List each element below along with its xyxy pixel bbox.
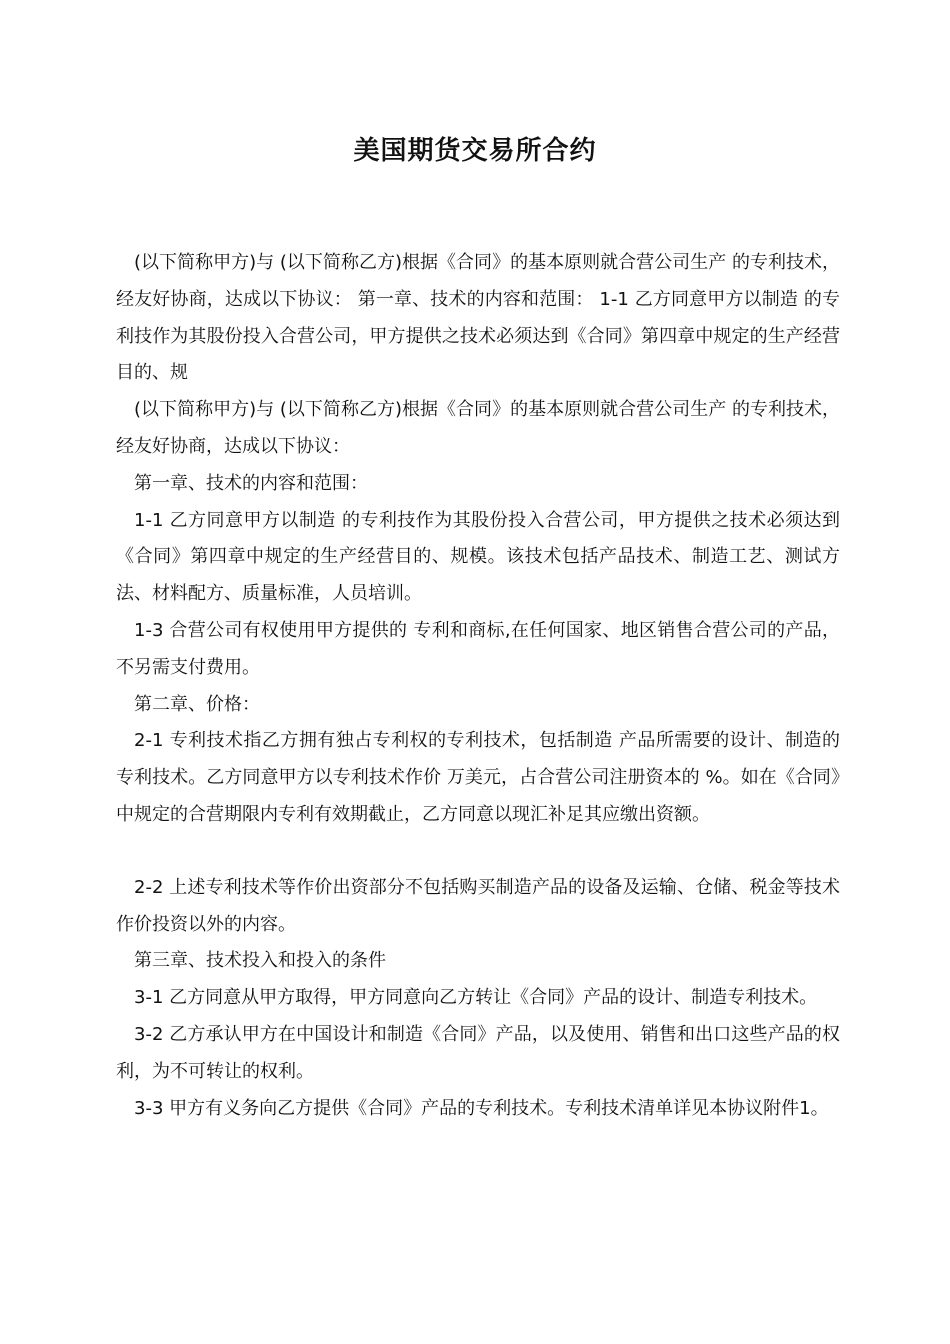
clause-2-1: 2-1 专利技术指乙方拥有独占专利权的专利技术，包括制造 产品所需要的设计、制造的专利技术。乙方同意甲方以专利技术作价 万美元，占合营公司注册资本的 %。如在《合同》中规定的合营期限内专利有效期截止，乙方同意以现汇补足其应缴出资额。	[116, 730, 840, 825]
document-title: 美国期货交易所合约	[353, 136, 597, 166]
clause-3-2: 3-2 乙方承认甲方在中国设计和制造《合同》产品，以及使用、销售和出口这些产品的权利，为不可转让的权利。	[116, 1023, 840, 1082]
document-body	[116, 245, 840, 1127]
chapter-1-heading: 第一章、技术的内容和范围：	[134, 472, 368, 494]
clause-3-3: 3-3 甲方有义务向乙方提供《合同》产品的专利技术。专利技术清单详见本协议附件1。	[134, 1097, 829, 1119]
paragraph-gap	[116, 834, 840, 870]
clause-1-3: 1-3 合营公司有权使用甲方提供的 专利和商标,在任何国家、地区销售合营公司的产品，不另需支付费用。	[116, 619, 840, 678]
paragraph-intro-1: (以下简称甲方)与 (以下简称乙方)根据《合同》的基本原则就合营公司生产 的专利技术，经友好协商，达成以下协议： 第一章、技术的内容和范围： 1-1 乙方同意甲方以制造 的专利技作为其股份投入合营公司，甲方提供之技术必须达到《合同》第四章中规定的生产经营目的、规	[116, 252, 840, 384]
clause-1-1: 1-1 乙方同意甲方以制造 的专利技作为其股份投入合营公司，甲方提供之技术必须达到《合同》第四章中规定的生产经营目的、规模。该技术包括产品技术、制造工艺、测试方法、材料配方、质量标准，人员培训。	[116, 509, 840, 605]
clause-3-1: 3-1 乙方同意从甲方取得，甲方同意向乙方转让《合同》产品的设计、制造专利技术。	[134, 987, 818, 1009]
clause-2-2: 2-2 上述专利技术等作价出资部分不包括购买制造产品的设备及运输、仓储、税金等技术作价投资以外的内容。	[116, 876, 840, 935]
chapter-2-heading: 第二章、价格：	[134, 693, 260, 715]
paragraph-intro-2: (以下简称甲方)与 (以下简称乙方)根据《合同》的基本原则就合营公司生产 的专利技术，经友好协商，达成以下协议：	[116, 399, 840, 457]
chapter-3-heading: 第三章、技术投入和投入的条件	[134, 950, 386, 972]
